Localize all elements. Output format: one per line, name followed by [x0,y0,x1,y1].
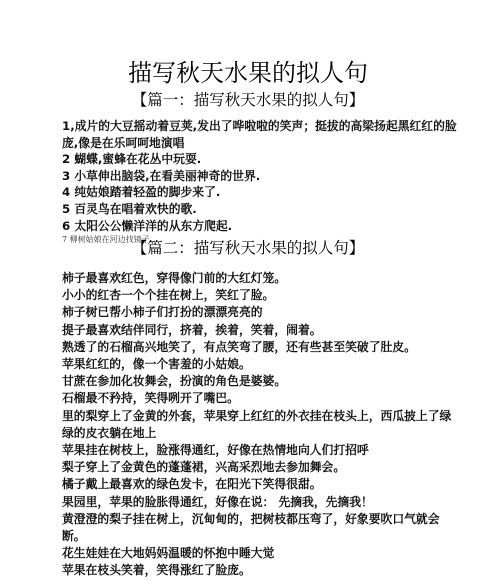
section-heading-1: 【篇一：描写秋天水果的拟人句】 [131,91,365,109]
text-line: 提子最喜欢结伴同行，挤着，挨着，笑着，闹着。 [62,322,322,337]
text-line: 3 小草伸出脑袋,在看美丽神奇的世界. [62,168,261,183]
text-line: 6 太阳公公懒洋洋的从东方爬起. [62,218,233,233]
text-line: 1,成片的大豆摇动着豆荚,发出了哗啦啦的笑声；挺拔的高梁扬起黑红红的脸庞,像是在乐呵呵地演唱 [62,119,457,150]
section-heading-2: 【篇二：描写秋天水果的拟人句】 [131,239,365,257]
document-title: 描写秋天水果的拟人句 [128,59,368,87]
text-line: 梨子穿上了金黄色的蓬蓬裙，兴高采烈地去参加舞会。 [62,460,346,475]
text-line: 4 纯姑娘踏着轻盈的脚步来了. [62,185,221,200]
text-line: 里的梨穿上了金黄的外套，苹果穿上红红的外衣挂在枝头上，西瓜披上了绿绿的皮衣躺在地上 [62,408,452,440]
text-line: 苹果在枝头笑着，笑得涨红了脸庞。 [62,563,251,578]
section-2-lines [62,270,462,580]
text-line: 柿子树已帮小柿子们打扮的漂漂亮亮的 [62,305,263,320]
text-line-small: 7 柳树姑娘在河边找镜子. [62,235,153,245]
text-line: 果园里，苹果的脸胀得通红，好像在说： 先摘我，先摘我！ [62,494,373,509]
section-1-lines [62,118,462,245]
text-line: 橘子戴上最喜欢的绿色发卡，在阳光下笑得很甜。 [62,477,322,492]
text-line: 2 蝴蝶,蜜蜂在花丛中玩耍. [62,152,202,167]
text-line: 黄澄澄的梨子挂在树上，沉甸甸的，把树枝都压弯了，好象要吹口气就会断。 [62,511,440,544]
text-line: 小小的红杏一个个挂在树上，笑红了脸。 [62,288,275,303]
text-line: 熟透了的石榴高兴地笑了，有点笑弯了腰，还有些甚至笑破了肚皮。 [62,339,416,354]
text-line: 花生娃娃在大地妈妈温暖的怀抱中睡大觉 [62,546,275,561]
text-line: 甘蔗在参加化妆舞会，扮演的角色是婆婆。 [62,374,287,389]
text-line: 苹果挂在树枝上，脸涨得通红，好像在热情地向人们打招呼 [62,443,369,458]
text-line: 柿子最喜欢红色，穿得像门前的大红灯笼。 [62,271,287,285]
text-line: 石榴最不矜持，笑得咧开了嘴巴。 [62,391,239,406]
text-line: 5 百灵鸟在唱着欢快的歌. [62,201,197,216]
text-line: 苹果红红的，像一个害羞的小姑娘。 [62,357,251,372]
